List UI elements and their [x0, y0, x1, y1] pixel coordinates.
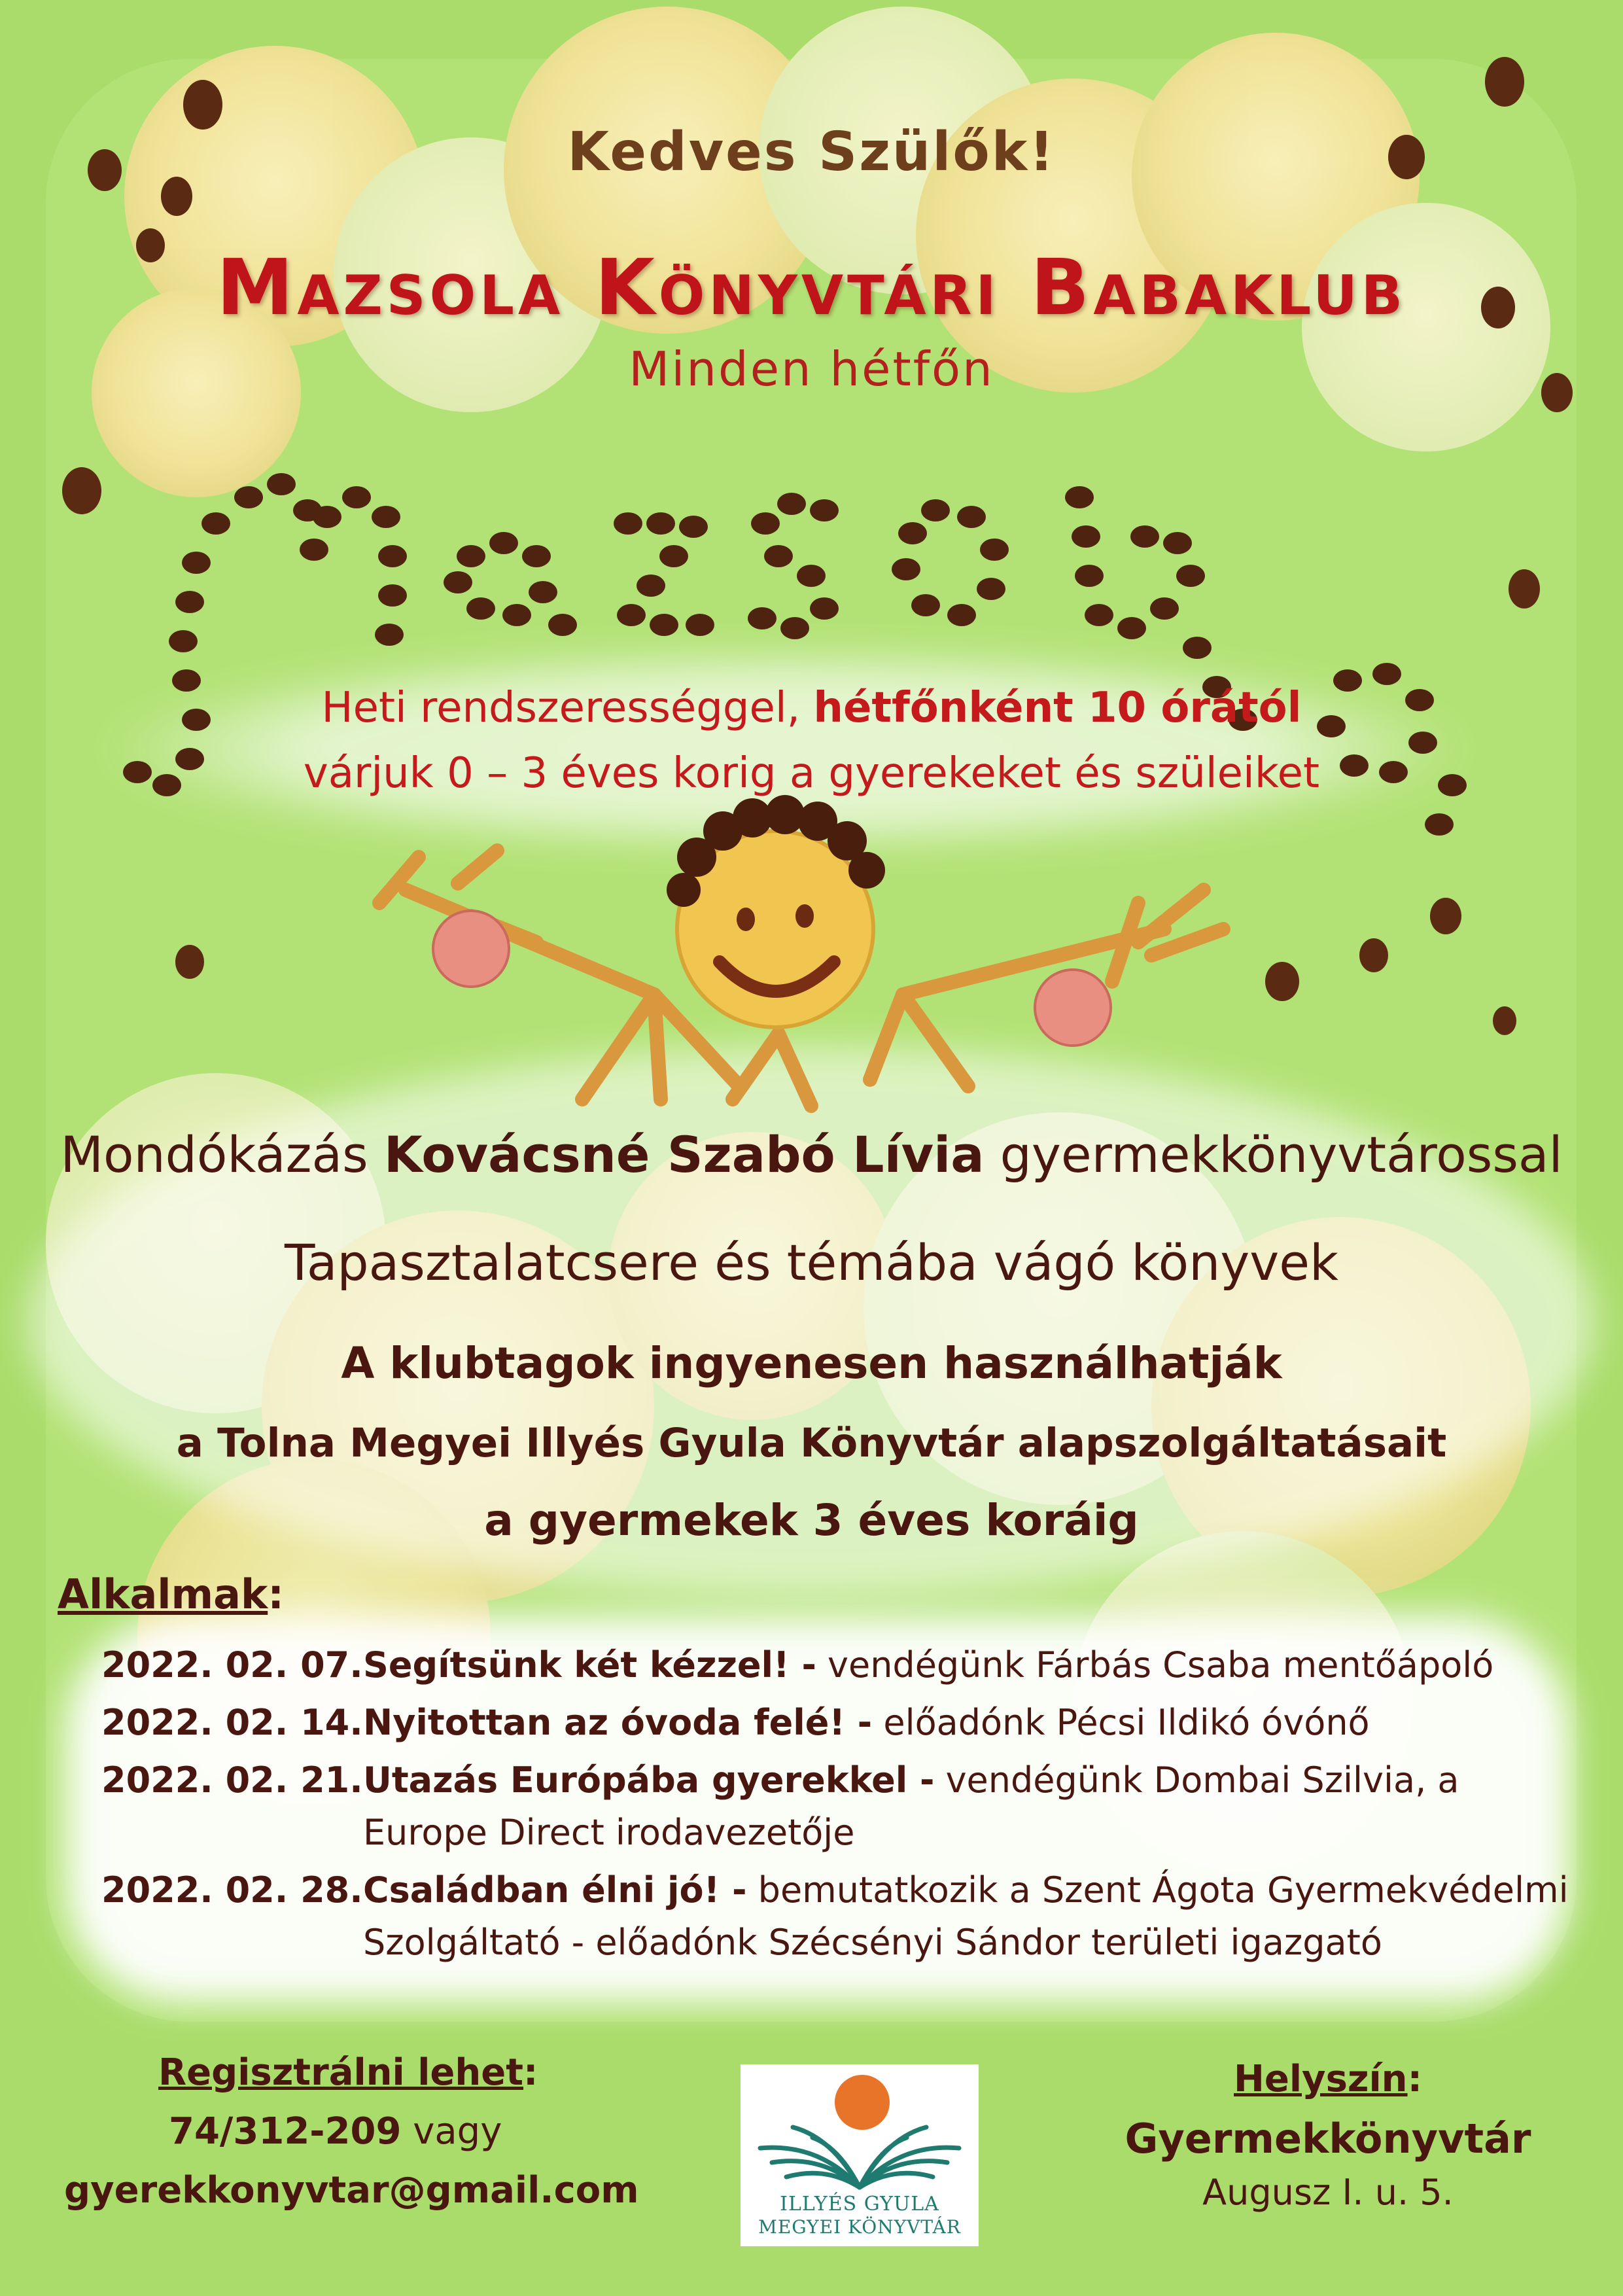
event-list — [101, 1639, 1573, 1969]
program-line-4: a Tolna Megyei Illyés Gyula Könyvtár alapszolgáltatásait — [176, 1420, 1447, 1466]
event-description: vendégünk Dombai Szilvia, a Europe Direct irodavezetője — [363, 1759, 1459, 1853]
program-line-1-prefix: Mondókázás — [60, 1125, 384, 1184]
location-heading-colon: : — [1407, 2058, 1422, 2100]
email-address[interactable]: gyerekkonyvtar@gmail.com — [64, 2169, 639, 2212]
location-block — [1112, 2058, 1544, 2213]
event-date: 2022. 02. 14. — [101, 1702, 363, 1743]
occasions-heading — [58, 1570, 284, 1618]
event-title: Nyitottan az óvoda felé! - — [363, 1702, 873, 1743]
program-line-2: Tapasztalatcsere és témába vágó könyvek — [285, 1233, 1338, 1292]
registration-heading-colon: : — [523, 2051, 538, 2094]
registration-heading-label: Regisztrálni lehet — [158, 2051, 524, 2094]
program-line-3: A klubtagok ingyenesen használhatják — [341, 1338, 1282, 1388]
logo-line-1: ILLYÉS GYULA — [780, 2193, 939, 2216]
page-subtitle: Minden hétfőn — [629, 342, 994, 397]
event-body — [363, 1639, 1573, 1691]
location-heading — [1112, 2058, 1544, 2100]
event-item — [101, 1754, 1573, 1859]
event-item — [101, 1697, 1573, 1749]
event-description: előadónk Pécsi Ildikó óvónő — [872, 1702, 1370, 1743]
event-date: 2022. 02. 28. — [101, 1869, 363, 1911]
event-title: Családban élni jó! - — [363, 1869, 747, 1911]
registration-or: vagy — [401, 2110, 502, 2153]
open-book-sun-icon — [741, 2064, 979, 2195]
event-body — [363, 1754, 1573, 1859]
phone-number[interactable]: 74/312-209 — [169, 2110, 402, 2153]
greeting: Kedves Szülők! — [567, 121, 1056, 183]
occasions-heading-label: Alkalmak — [58, 1570, 268, 1618]
event-description: vendégünk Fárbás Csaba mentőápoló — [816, 1644, 1494, 1686]
intro-line-1-bold: hétfőnként 10 órától — [813, 684, 1302, 732]
event-item — [101, 1639, 1573, 1691]
event-body — [363, 1697, 1573, 1749]
page-title: Mazsola Könyvtári Babaklub — [216, 242, 1407, 332]
library-logo — [741, 2064, 979, 2246]
registration-heading — [158, 2051, 538, 2094]
host-name: Kovácsné Szabó Lívia — [383, 1125, 985, 1184]
event-description: bemutatkozik a Szent Ágota Gyermekvédelmi Szolgáltató - előadónk Szécsényi Sándor területi igazgató — [363, 1869, 1569, 1963]
location-heading-label: Helyszín — [1234, 2058, 1408, 2100]
logo-line-2: MEGYEI KÖNYVTÁR — [758, 2216, 961, 2238]
intro-line-2: várjuk 0 – 3 éves korig a gyerekeket és szüleiket — [303, 749, 1320, 798]
occasions-heading-colon: : — [268, 1570, 285, 1618]
intro-line-1 — [0, 684, 1623, 732]
event-title: Segítsünk két kézzel! - — [363, 1644, 816, 1686]
location-place: Gyermekkönyvtár — [1125, 2115, 1531, 2163]
event-date: 2022. 02. 07. — [101, 1644, 363, 1686]
location-address: Augusz I. u. 5. — [1202, 2172, 1454, 2213]
program-line-1 — [0, 1125, 1623, 1184]
registration-phone-line — [169, 2110, 502, 2153]
event-date: 2022. 02. 21. — [101, 1759, 363, 1801]
event-item — [101, 1864, 1573, 1969]
program-line-5: a gyermekek 3 éves koráig — [484, 1495, 1139, 1545]
program-line-1-suffix: gyermekkönyvtárossal — [984, 1125, 1563, 1184]
event-body — [363, 1864, 1573, 1969]
event-title: Utazás Európába gyerekkel - — [363, 1759, 935, 1801]
intro-line-1-text: Heti rendszerességgel, — [321, 684, 814, 732]
